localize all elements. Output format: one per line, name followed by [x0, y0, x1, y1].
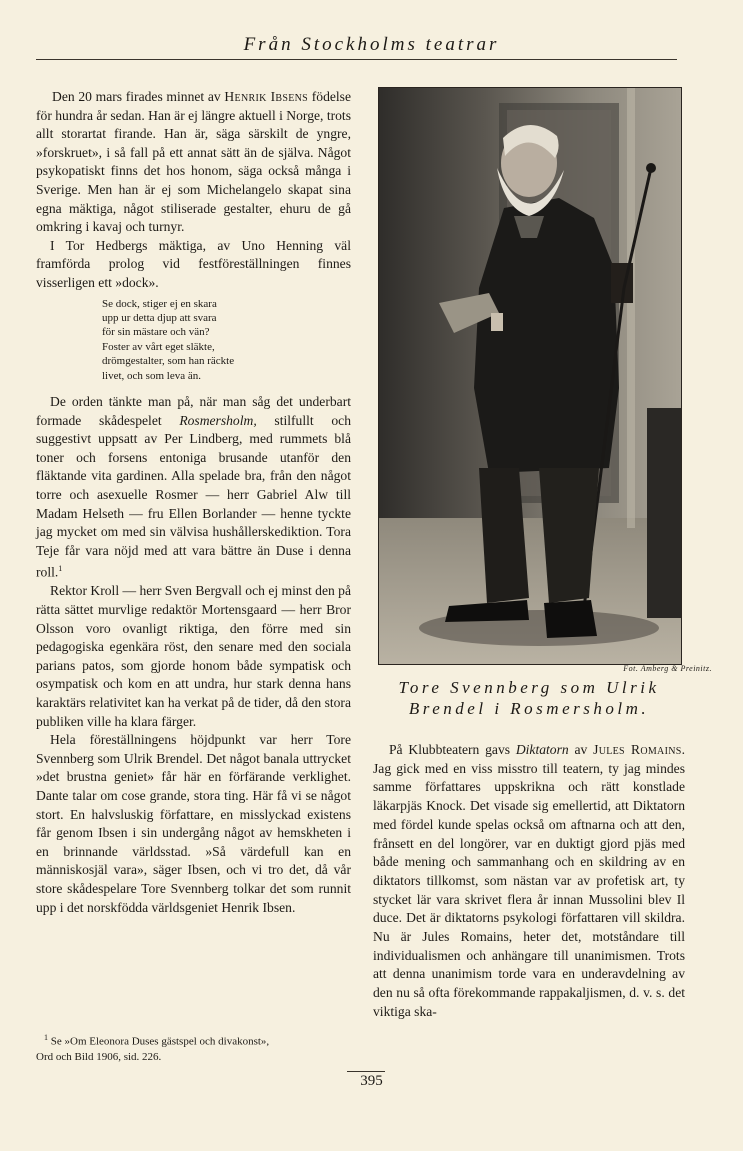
poem-line: för sin mästare och vän?: [102, 326, 210, 339]
left-column: [36, 88, 351, 917]
title-rosmersholm: Rosmersholm,: [179, 412, 257, 428]
footnote-marker: 1: [44, 1033, 48, 1042]
folio-rule: [347, 1071, 385, 1072]
photo-tore-svennberg: [378, 87, 682, 665]
running-head: Från Stockholms teatrar: [243, 34, 500, 55]
photo-credit: Fot. Amberg & Preinitz.: [623, 664, 712, 673]
name-jules-romains: Jules Romains: [593, 742, 682, 757]
header-rule: [36, 59, 677, 60]
footnote-reference: 1: [58, 564, 63, 574]
poem-line: upp ur detta djup att svara: [102, 311, 217, 324]
title-diktatorn: Diktatorn: [515, 742, 569, 757]
paragraph-diktatorn: På Klubbteatern gavs Diktatorn av Jules Romains. Jag gick med en viss misstro till teatern, ty jag mindes samme författares uppskrikna och rätt konstlade läkarpjäs Knock. Det visade sig emellertid, att Diktatorn med fördel kunde spelas också om aftnarna och att den, frånsett en del longörer, var en duktigt gjord pjäs med både mening och sammanhang och en skildring av en diktators tillkomst, som nästan var av profetisk art, ty stycket lär vara skrivet flera år innan Mussolini blev Il duce. Det är diktatorns psykologi författaren vill skildra. Nu är Jules Romains, heter det, motståndare till individualismen och anhängare till unanimismen. Trots att denna unanimism torde vara en underavdelning av den nu så ofta förekommande rappakaljismen, d. v. s. det viktiga ska-: [373, 742, 686, 1019]
paragraph-prolog: I Tor Hedbergs mäktiga, av Uno Henning väl framförda prolog vid festföreställningen finnes visserligen ett »dock».: [36, 237, 351, 290]
paragraph-svennberg: Hela föreställningens höjdpunkt var herr Tore Svennberg som Ulrik Brendel. Det något banala uttrycket »det brustna geniet» får här en förfärande verklighet. Dante talar om cose grande, stora ting. Här få vi se något stort. En halvsluskig författare, en misslyckad existens får genom Ibsen i sin undergång något av hemskheten i en brinnande världsstad. »Så värdefull kan en människosjäl vara», säger Ibsen, och vi tro det, då vår store skådespelare Tore Svennberg tolkar det som runnit upp i det norskfödda världsgeniet Henrik Ibsen.: [36, 732, 351, 915]
right-column: [373, 741, 685, 1022]
footnote: $^1$ Se »Om Eleonora Duses gästspel och divakonst», Ord och Bild 1906, sid. 226.: [36, 1033, 270, 1063]
poem-line: drömgestalter, som han räckte: [102, 355, 235, 368]
photo-illustration: [379, 88, 681, 664]
photo-caption: Tore Svennberg som Ulrik Brendel i Rosmersholm.: [398, 678, 660, 718]
poem-line: livet, och som leva än.: [102, 369, 201, 382]
paragraph-kroll: Rektor Kroll — herr Sven Bergvall och ej minst den på rätta sättet murvlige redaktör Mortensgaard — herr Bror Olsson voro ovanligt riktiga, den förre med sin pedagogiska egenkära röst, den senare med den sociala parians patos, som gjorde honom både sympatisk och osympatisk och kom en att undra, hur stark denna hans karaktärs relativitet kan ha verkat på de tider, då den stora publiken ville ha klara färger.: [36, 583, 352, 729]
name-henrik-ibsen: Henrik Ibsens: [224, 89, 309, 104]
poem-line: Foster av vårt eget släkte,: [102, 340, 215, 353]
paragraph-ibsen-anniversary: Den 20 mars firades minnet av Henrik Ibsens födelse för hundra år sedan. Han är ej längre aktuell i Norge, trots allt storartat firande. Han är, säga särskilt de yngre, »forskruet», i så fall på ett annat sätt än de själva. Något psykopatiskt finns det hos honom, säga också många i Sverige. Men han är ej som Michelangelo skapat sina egna mäktiga, något stiliserade gestalter, ehuru de gå omkring i kavaj och turnyr.: [36, 89, 351, 235]
poem-line: Se dock, stiger ej en skara: [102, 297, 217, 310]
paragraph-rosmersholm: De orden tänkte man på, när man såg det underbart formade skådespelet Rosmersholm, stilfullt och suggestivt uppsatt av Per Lindberg, med rummets blå toner och forsens entoniga brusande utanför den fläktande vita gardinen. Alla spelade bra, från den något torre och asexuelle Rosmer — herr Gabriel Alw till Madam Helseth — fru Ellen Borlander — henne tyckte jag mycket om med sin välvisa hushållerskediktion. Tora Teje får vara nöjd med att vara bättre än Duse i denna roll.$^1$: [36, 393, 351, 580]
poem-quote: [102, 297, 351, 383]
page-number: 395: [360, 1073, 383, 1089]
